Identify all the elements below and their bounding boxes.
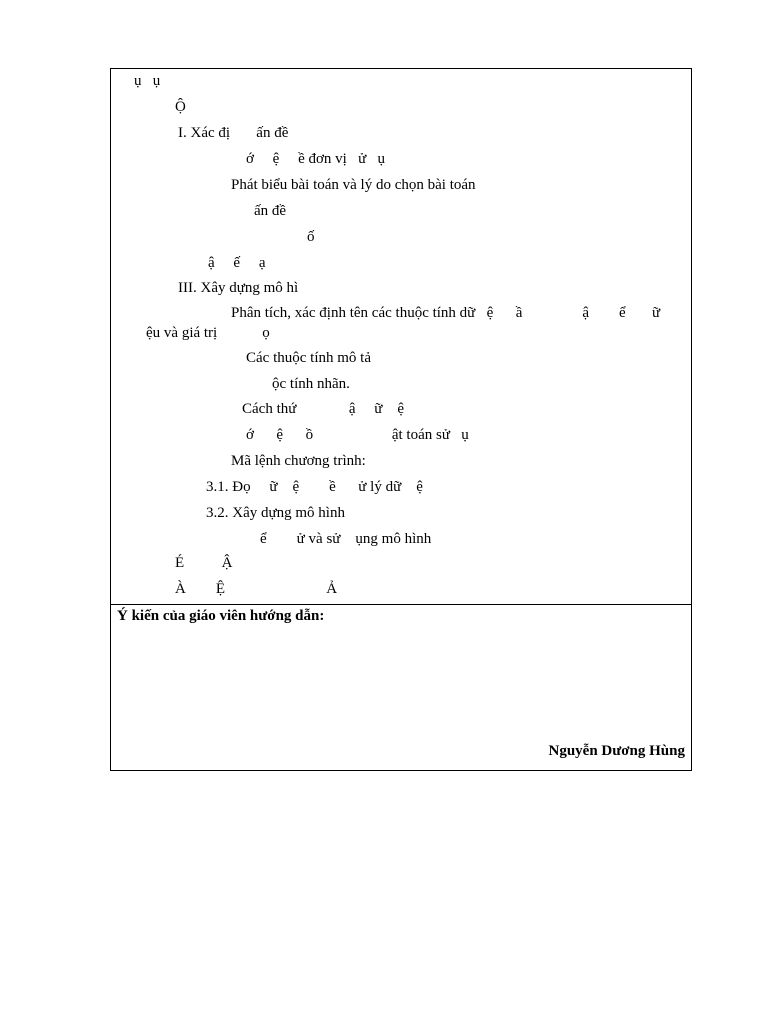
subheading-line: Ộ [175, 99, 186, 115]
document-frame [110, 68, 692, 771]
content-line: ố [307, 229, 315, 245]
content-line: ấn đề [254, 203, 287, 219]
content-line: ớ ệ ề đơn vị ử ụ [246, 151, 385, 167]
subsection-3-2: 3.2. Xây dựng mô hình [206, 505, 345, 521]
content-line: ậ ế ạ [208, 255, 266, 271]
content-line: ộc tính nhãn. [272, 376, 350, 392]
section-iii-title: III. Xây dựng mô hì [178, 280, 299, 296]
content-line: Phân tích, xác định tên các thuộc tính dữ ệ ầ ậ ể ữ [231, 305, 661, 321]
subsection-3-1: 3.1. Đọ ữ ệ ề ử lý dữ ệ [206, 479, 423, 495]
content-line: Phát biểu bài toán và lý do chọn bài toán [231, 177, 476, 193]
content-line: Cách thứ ậ ữ ệ [242, 401, 405, 417]
content-line: ệu và giá trị ọ [146, 325, 270, 341]
section-divider [110, 604, 692, 605]
section-i-title: I. Xác đị ấn đề [178, 125, 289, 141]
comment-heading: Ý kiến của giáo viên hướng dẫn: [117, 608, 325, 624]
signature: Nguyễn Dương Hùng [548, 743, 685, 759]
content-line: ể ử và sử ụng mô hình [260, 531, 432, 547]
content-line: À Ệ Ả [175, 581, 338, 597]
content-line: É Ậ [175, 555, 233, 571]
content-line: ớ ệ ồ ật toán sử ụ [246, 427, 469, 443]
heading-line: ụ ụ [134, 73, 161, 89]
content-line: Mã lệnh chương trình: [231, 453, 366, 469]
content-line: Các thuộc tính mô tả [246, 350, 371, 366]
